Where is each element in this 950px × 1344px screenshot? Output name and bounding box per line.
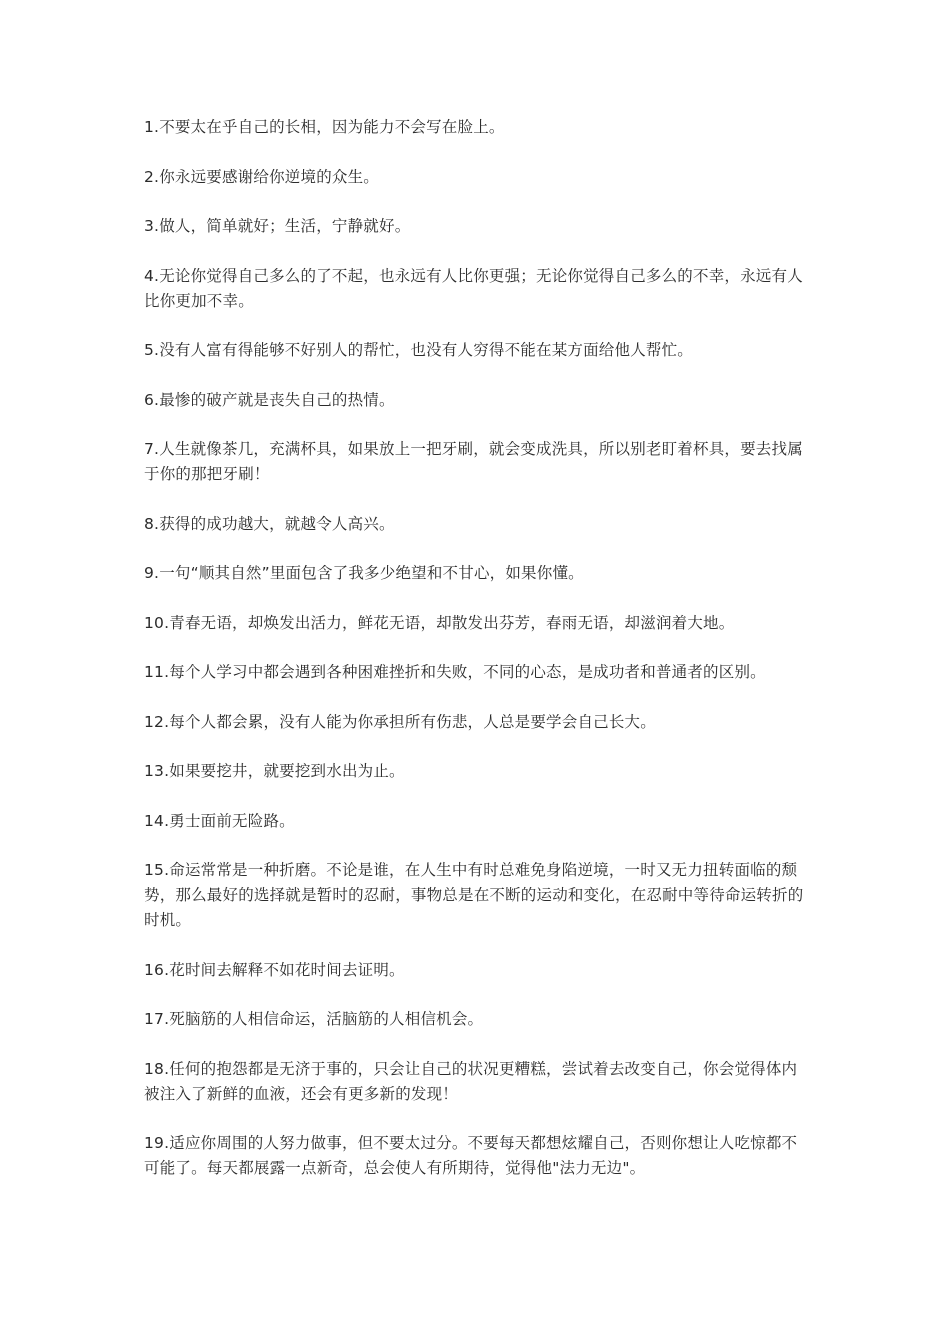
paragraph-7: 7.人生就像茶几，充满杯具，如果放上一把牙刷，就会变成洗具，所以别老盯着杯具，要去找属于你的那把牙刷！ — [144, 440, 803, 483]
paragraph-2: 2.你永远要感谢给你逆境的众生。 — [144, 167, 379, 186]
paragraph-14: 14.勇士面前无险路。 — [144, 811, 295, 830]
paragraph-12: 12.每个人都会累，没有人能为你承担所有伤悲，人总是要学会自己长大。 — [144, 712, 656, 731]
paragraph-16: 16.花时间去解释不如花时间去证明。 — [144, 960, 405, 979]
paragraph-13: 13.如果要挖井，就要挖到水出为止。 — [144, 762, 405, 780]
paragraph-9: 9.一句“顺其自然”里面包含了我多少绝望和不甘心，如果你懂。 — [144, 564, 584, 582]
paragraph-8: 8.获得的成功越大，就越令人高兴。 — [144, 514, 395, 533]
paragraph-18: 18.任何的抱怨都是无济于事的，只会让自己的状况更糟糕，尝试着去改变自己，你会觉得体内被注入了新鲜的血液，还会有更多新的发现！ — [144, 1059, 798, 1103]
document-body — [144, 115, 808, 1206]
paragraph-10: 10.青春无语，却焕发出活力，鲜花无语，却散发出芬芳，春雨无语，却滋润着大地。 — [144, 613, 735, 632]
paragraph-17: 17.死脑筋的人相信命运，活脑筋的人相信机会。 — [144, 1010, 484, 1028]
paragraph-4: 4.无论你觉得自己多么的了不起，也永远有人比你更强；无论你觉得自己多么的不幸，永远有人比你更加不幸。 — [144, 266, 803, 310]
paragraph-15: 15.命运常常是一种折磨。不论是谁，在人生中有时总难免身陷逆境，一时又无力扭转面临的颓势，那么最好的选择就是暂时的忍耐，事物总是在不断的运动和变化，在忍耐中等待命运转折的时机。 — [144, 861, 804, 929]
paragraph-1: 1.不要太在乎自己的长相，因为能力不会写在脸上。 — [144, 118, 505, 136]
paragraph-19: 19.适应你周围的人努力做事，但不要太过分。不要每天都想炫耀自己，否则你想让人吃惊都不可能了。每天都展露一点新奇，总会使人有所期待，觉得他"法力无边"。 — [144, 1134, 798, 1177]
paragraph-5: 5.没有人富有得能够不好别人的帮忙，也没有人穷得不能在某方面给他人帮忙。 — [144, 341, 693, 359]
paragraph-6: 6.最惨的破产就是丧失自己的热情。 — [144, 390, 395, 409]
paragraph-11: 11.每个人学习中都会遇到各种困难挫折和失败，不同的心态，是成功者和普通者的区别。 — [144, 663, 766, 681]
paragraph-3: 3.做人，简单就好；生活，宁静就好。 — [144, 217, 411, 235]
